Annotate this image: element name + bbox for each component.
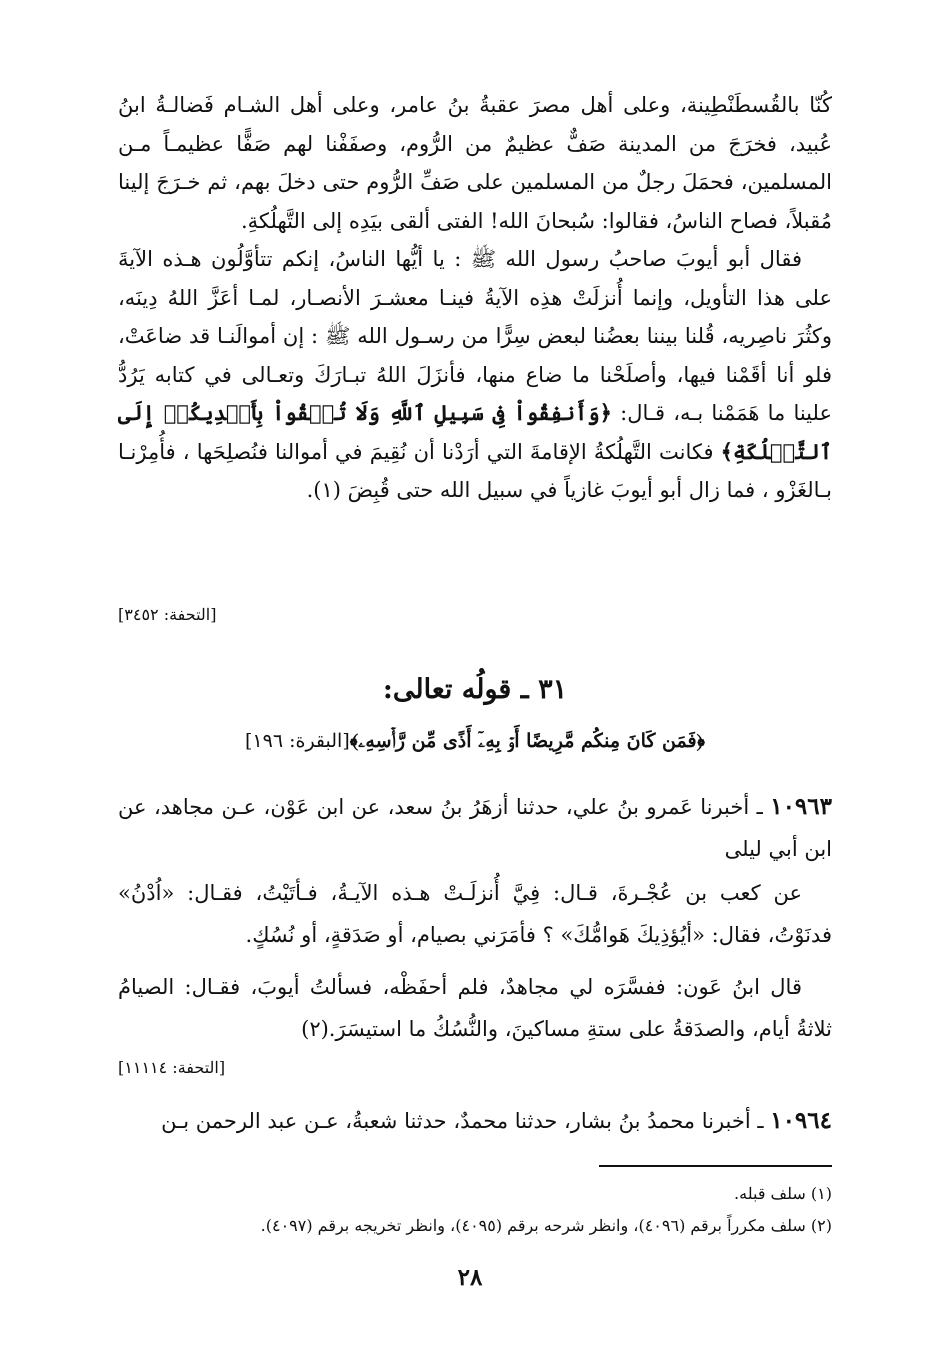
tuhfa-citation: [التحفة: ١١١١٤] <box>118 1058 226 1077</box>
comment-text: قال ابنُ عَون: ففسَّرَه لي مجاهدٌ، فلم أحفَظْه، فسألتُ أيوبَ، فقـال: الصيامُ ثلاثةُ أيام، والصدَقةُ على ستةِ مساكينَ، والنُّسُكُ ما استيسَرَ. <box>118 975 832 1041</box>
hadith-10964 <box>118 1100 832 1142</box>
hadith-number: ١٠٩٦٤ <box>770 1107 832 1134</box>
quran-verse-inline: ﴿وَأَنفِقُواْ فِى سَبِيلِ ٱللَّهِ وَلَا تُلۡقُواْ بِأَيۡدِيكُمۡ إِلَى ٱلتَّهۡلُكَةِ﴾ <box>118 400 832 464</box>
section-quran-verse: ﴿فَمَن كَانَ مِنكُم مَّرِيضًا أَوۡ بِهِۦٓ أَذًى مِّن رَّأۡسِهِۦ﴾ <box>349 730 705 752</box>
section-heading: ٣١ ـ قولُه تعالى: <box>382 674 568 705</box>
hadith-number: ١٠٩٦٣ <box>770 793 832 820</box>
footnote-marker: (١). <box>306 478 348 502</box>
surah-reference: [البقرة: ١٩٦] <box>245 730 350 752</box>
hadith-10963-text: عن كعب بن عُجْـرةَ، قـال: فِيَّ أُنزلَـتْ هـذه الآيـةُ، فـأتَيْتُ، فقـال: «اُدْنُ» فدنَوْتُ، فقال: «أيُؤذِيكَ هَوامُّكَ» ؟ فأمَرَني بصيام، أو صَدَقةٍ، أو نُسُكٍ. <box>118 881 832 947</box>
narrative-paragraph: كُنّا بالقُسطَنْطِينة، وعلى أهل مصرَ عقبةُ بنُ عامر، وعلى أهل الشـام فَضالـةُ ابنُ عُبيد، فخرَجَ من المدينة صَفٌّ عظيمٌ من الرُّوم، وصفَفْنا لهم صَفًّا عظيمـاً مـن المسلمين، فحمَلَ رجلٌ من المسلمين على صَفِّ الرُّوم حتى دخلَ بهم، ثم خـرَجَ إلينا مُقبلاً، فصاح الناسُ، فقالوا: سُبحانَ الله! الفتى ألقى بيَدِه إلى التَّهلُكةِ. <box>118 93 832 233</box>
hadith-10963-comment <box>118 966 832 1050</box>
isnad-text: ـ أخبرنا عَمرو بنُ علي، حدثنا أزهَرُ بنُ سعد، عن ابن عَوْن، عـن مجاهد، عن ابن أبي ليلى <box>118 795 832 861</box>
hadith-10963-isnad <box>118 786 832 870</box>
paragraph-end: فكانت التَّهلُكةُ الإقامةَ التي أرَدْنا أن نُقِيمَ في أموالنا فنُصلِحَها ، فأُمِرْنـا بـالغَزْو ، فما زال أبو أيوبَ غازياً في سبيل الله حتى قُبِضَ <box>118 439 832 502</box>
paragraph-start: فقال أبو أيوبَ صاحبُ رسول الله ﷺ : يا أيُّها الناسُ، إنكم تتأوَّلُون هـذه الآيةَ على هذا التأويل، وإنما أُنزلَتْ هذِه الآيةُ فينـا معشـرَ الأنصـار، لمـا أعَزَّ اللهُ دِينَه، وكثُرَ ناصِريه، قُلنا بيننا بعضُنا لبعض سِرًّا من رسـول الله ﷺ : إن أموالَنـا قد ضاعَتْ، فلو أنا أقَمْنا فيها، وأصلَحْنا ما ضاع منها، فأنزَلَ اللهُ تبـارَكَ وتعـالى في كتابه يَرُدُّ علينا ما هَمَمْنا بـه، قـال: <box>118 247 832 425</box>
abu-ayyub-paragraph <box>118 240 832 510</box>
footnote-2: (٢) سلف مكرراً برقم (٤٠٩٦)، وانظر شرحه برقم (٤٠٩٥)، وانظر تخريجه برقم (٤٠٩٧). <box>260 1216 832 1235</box>
footnote-divider <box>599 1165 832 1167</box>
tuhfa-citation: [التحفة: ٣٤٥٢] <box>118 605 217 624</box>
page-number: ٢٨ <box>457 1264 483 1291</box>
top-body-text <box>118 86 832 510</box>
section-verse-line <box>118 730 832 752</box>
hadith-text: ـ أخبرنا محمدُ بنُ بشار، حدثنا محمدٌ، حدثنا شعبةُ، عـن عبد الرحمن بـن <box>161 1109 771 1133</box>
footnote-1: (١) سلف قبله. <box>734 1184 832 1203</box>
footnotes <box>118 1178 832 1242</box>
footnote-marker: (٢) <box>301 1017 329 1041</box>
